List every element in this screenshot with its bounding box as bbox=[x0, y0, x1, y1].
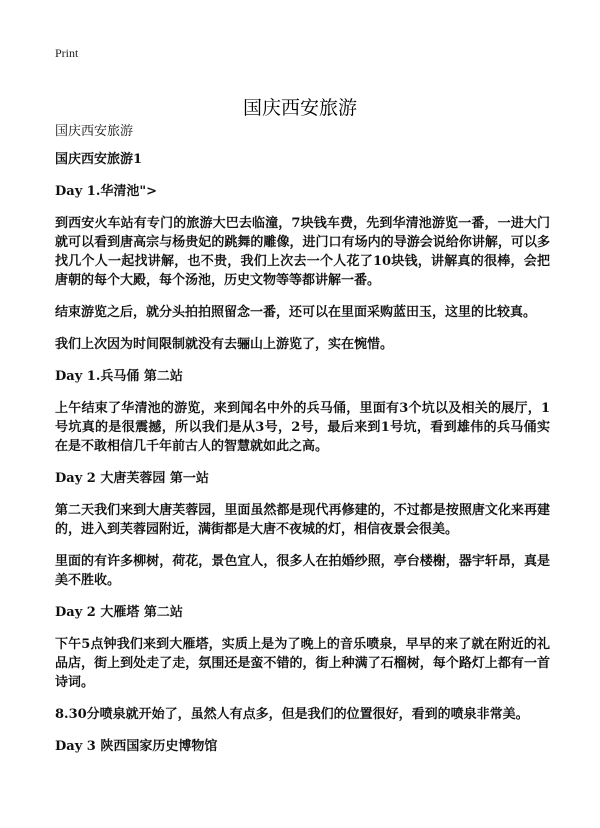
print-link[interactable]: Print bbox=[55, 46, 79, 60]
paragraph: 第二天我们来到大唐芙蓉园，里面虽然都是现代再修建的，不过都是按照唐文化来再建的，进入到芙蓉园附近，满街都是大唐不夜城的灯，相信夜景会很美。 bbox=[55, 503, 550, 537]
paragraph: 上午结束了华清池的游览，来到闻名中外的兵马俑，里面有3个坑以及相关的展厅，1号坑真的是很震撼，所以我们是从3号，2号，最后来到1号坑，看到雄伟的兵马俑实在是不敢相信几千年前古人的智慧就如此之高。 bbox=[55, 401, 550, 454]
paragraph: 我们上次因为时间限制就没有去骊山上游览了，实在惋惜。 bbox=[55, 337, 394, 352]
day1-bingmayong-heading: Day 1.兵马俑 第二站 bbox=[55, 369, 183, 384]
paragraph: 8.30分喷泉就开始了，虽然人有点多，但是我们的位置很好，看到的喷泉非常美。 bbox=[55, 707, 529, 722]
article-body bbox=[55, 150, 550, 769]
page-title: 国庆西安旅游 bbox=[242, 96, 357, 119]
paragraph: 下午5点钟我们来到大雁塔，实质上是为了晚上的音乐喷泉，早早的来了就在附近的礼品店，街上到处走了走，氛围还是蛮不错的，街上种满了石榴树，每个路灯上都有一首诗词。 bbox=[55, 637, 550, 690]
day2-dayanta-heading: Day 2 大雁塔 第二站 bbox=[55, 605, 183, 620]
document-subtitle: 国庆西安旅游 bbox=[55, 124, 134, 139]
main-heading: 国庆西安旅游1 bbox=[55, 152, 143, 167]
day1-huaqing-heading: Day 1.华清池"> bbox=[55, 184, 158, 199]
paragraph: 到西安火车站有专门的旅游大巴去临潼，7块钱车费，先到华清池游览一番，一进大门就可以看到唐高宗与杨贵妃的跳舞的雕像，进门口有场内的导游会说给你讲解，可以多找几个人一起找讲解，也不贵，我们上次去一个人花了10块钱，讲解真的很棒，会把唐朝的每个大殿，每个汤池，历史文物等等都讲解一番。 bbox=[55, 216, 550, 288]
paragraph: 里面的有许多柳树，荷花，景色宜人，很多人在拍婚纱照，亭台楼榭，器宇轩昂，真是美不胜收。 bbox=[55, 554, 550, 588]
paragraph: 结束游览之后，就分头拍拍照留念一番，还可以在里面采购蓝田玉，这里的比较真。 bbox=[55, 305, 537, 320]
day3-museum-heading: Day 3 陕西国家历史博物馆 bbox=[55, 739, 218, 754]
day2-furongyuan-heading: Day 2 大唐芙蓉园 第一站 bbox=[55, 471, 209, 486]
